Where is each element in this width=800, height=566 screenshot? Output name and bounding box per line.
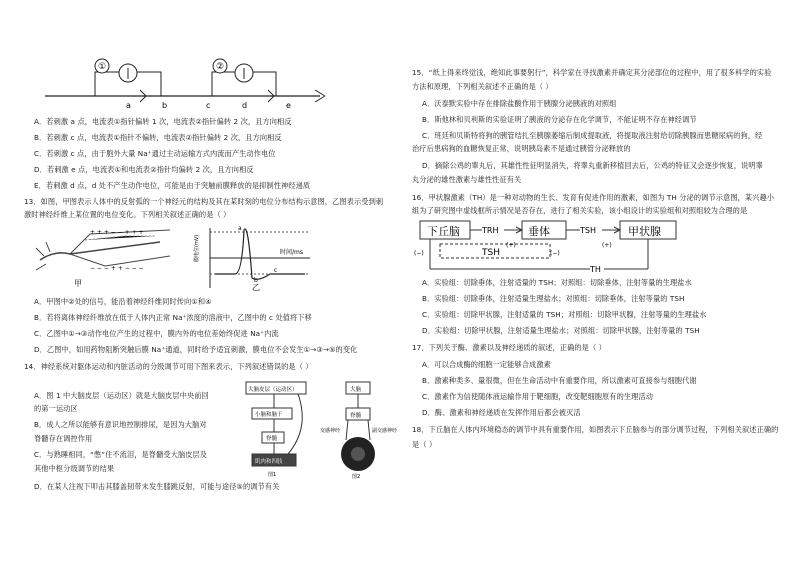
q16-plus-1: (+)	[506, 242, 516, 249]
q14-label-sympathetic: 交感神经	[320, 428, 341, 434]
q14-figures	[238, 378, 398, 480]
q14-stem: 14．神经系统对躯体运动和内脏活动的分级调节可用下图来表示，下列叙述错误的是（ ）	[24, 362, 313, 371]
q13-mark-b: b	[254, 277, 258, 284]
q17-option-b: B．激素种类多、量很微，但在生命活动中有重要作用，所以激素可直接参与细胞代谢	[422, 376, 697, 385]
q14-fig1-label: 图1	[268, 472, 277, 478]
q16-node-thyroid: 甲状腺	[628, 225, 661, 238]
q16-stem-line1: 16．甲状腺激素（TH）是一种对动物的生长、发育有促进作用的激素，如图为 TH 分泌的调节示意图，某兴趣小	[412, 193, 775, 202]
q13-label-jia: 甲	[74, 279, 82, 288]
q16-minus-1: (−)	[414, 250, 424, 257]
q16-label-tsh-feedback: TSH	[482, 248, 500, 258]
q14-box-cortex: 大脑皮层（运动区）	[248, 387, 298, 393]
q13-label-yi: 乙	[252, 283, 260, 292]
q13-stem-line1: 13．如图，甲图表示人体中的反射弧的一个神经元的结构及其在某时刻的电位分布结构示意图，乙图表示受到刺	[24, 197, 384, 206]
q17-option-d: D．酶、激素和神经递质在发挥作用后都会被灭活	[422, 408, 581, 417]
meter-1-label: ①	[98, 62, 107, 72]
q18-stem-line1: 18．下丘脑在人体内环境稳态的调节中具有重要作用，如图表示下丘脑参与的部分调节过程，下列相关叙述正确的	[412, 425, 779, 434]
q13-option-c: C．乙图中①→③动作电位产生的过程中，膜内外的电位差始终促进 Na⁺内流	[34, 329, 279, 338]
point-b: b	[162, 101, 168, 110]
q15-option-b: B．斯他林和贝利斯的实验证明了胰液的分泌存在化学调节，不能证明不存在神经调节	[422, 115, 697, 124]
q16-stem-line2: 组为了研究图中虚线框所示情况是否存在，进行了相关实验，该小组设计的实验组和对照组较为合理的是	[412, 206, 748, 215]
q14-option-b1: B．成人之所以能够有意识地控制排尿，是因为大脑对	[34, 420, 207, 429]
q13-mark-a: a	[238, 225, 242, 232]
q17-option-a: A．可以合成酶的细胞一定能够合成激素	[422, 360, 551, 369]
q13-ylabel: 膜电位(mV)	[194, 234, 200, 262]
q16-node-pituitary: 垂体	[528, 225, 550, 238]
q15-option-d1: D．摘除公鸡的睾丸后，其雄性性征明显消失，将睾丸重新移植回去后，公鸡的特征又会逐步恢复，说明睾	[422, 161, 763, 170]
q15-option-d2: 丸分泌的雄性激素与雄性性征有关	[412, 175, 522, 184]
point-a: a	[126, 101, 131, 110]
q12-option-d: D．若刺激 e 点，电流表①和电流表②指针均偏转 2 次，且方向相反	[34, 165, 254, 174]
q14-box-spinal2: 脊髓	[350, 413, 362, 419]
q16-node-hypothalamus: 下丘脑	[427, 225, 460, 238]
q13-figure	[30, 220, 350, 292]
q16-label-tsh: TSH	[580, 226, 596, 235]
q14-label-parasympathetic: 副交感神经	[372, 428, 398, 434]
q14-option-b2: 脊髓存在调控作用	[34, 434, 93, 443]
q16-label-th: TH	[590, 265, 601, 274]
q13-mark-c: c	[274, 267, 278, 274]
meter-2-label: ②	[216, 62, 225, 72]
q14-box-spinal: 脊髓	[266, 436, 278, 442]
q12-option-e: E．若刺激 d 点，d 处不产生动作电位，可能是由于突触前膜释放的是抑制性神经递质	[34, 181, 311, 190]
q16-option-c: C．实验组：切除甲状腺，注射适量的 TSH；对照组：切除甲状腺，注射等量的生理盐水	[422, 310, 707, 319]
point-c: c	[206, 101, 211, 110]
point-e: e	[286, 101, 291, 110]
point-d: d	[242, 101, 248, 110]
q13-option-d: D．乙图中，如用药物阻断突触后膜 Na⁺通道，同时给予适宜刺激，膜电位不会发生①→③→⑤的变化	[34, 345, 358, 354]
right-column	[408, 0, 788, 566]
q18-stem-line2: 是（ ）	[412, 440, 437, 449]
q16-option-b: B．实验组：切除垂体，注射适量生理盐水；对照组：切除垂体，注射等量的 TSH	[422, 294, 685, 303]
q16-diagram	[410, 217, 710, 277]
q12-option-c: C．若刺激 c 点，由于胞外大量 Na⁺通过主动运输方式内流而产生动作电位	[34, 149, 276, 158]
q16-plus-2: (+)	[602, 242, 612, 249]
q16-label-trh: TRH	[482, 226, 499, 235]
q13-option-a: A．甲图中②处的信号，能沿着神经纤维同时传向①和④	[34, 297, 212, 306]
q17-stem: 17．下列关于酶、激素以及神经递质的叙述，正确的是（ ）	[412, 343, 606, 352]
q16-option-d: D．实验组：切除甲状腺，注射适量生理盐水；对照组：切除甲状腺，注射等量的 TSH	[422, 326, 700, 335]
q13-xlabel: 时间/ms	[280, 249, 303, 256]
q15-option-a: A．沃泰默实验中存在排除盐酸作用于胰腺分泌胰液的对照组	[422, 99, 617, 108]
svg-text:+ + + − − + + +: + + + − − + + +	[90, 229, 144, 236]
q16-minus-2: (−)	[550, 250, 560, 257]
q14-box-cerebellum: 小脑和脑干	[255, 412, 283, 418]
q13-stem-line2: 激时神经纤维上某位置的电位变化。下列相关叙述正确的是（ ）	[24, 210, 231, 219]
q15-stem-line1: 15．“纸上得来终觉浅，绝知此事要躬行”，科学家在寻找激素并确定其分泌部位的过程中，用了很多科学的实验	[412, 68, 772, 77]
q12-option-a: A．若刺激 a 点，电流表①指针偏转 1 次，电流表②指针偏转 2 次，且方向相反	[34, 117, 292, 126]
left-column	[20, 0, 400, 566]
q15-stem-line2: 方法和原理，下列相关叙述不正确的是（ ）	[412, 82, 553, 91]
q12-option-b: B．若刺激 c 点，电流表①指针不偏转，电流表②指针偏转 2 次，且方向相反	[34, 133, 282, 142]
q15-option-c1: C．班廷和贝斯特将狗的胰管结扎至胰腺萎缩后制成提取液，将提取液注射给切除胰腺而患糖尿病的狗，经	[422, 131, 763, 140]
q13-option-b: B．若将离体神经纤维放在低于人体内正常 Na⁺浓度的溶液中，乙图中的 c 处值将下移	[34, 313, 312, 322]
q14-fig2-label: 图2	[352, 474, 361, 480]
q14-option-c2: 其他中枢分级调节的结果	[34, 464, 115, 473]
q14-option-a2: 的第一运动区	[34, 404, 78, 413]
q15-option-c2: 治疗后患病狗的血糖恢复正常，说明胰岛素不是通过胰管分泌释放的	[412, 144, 631, 153]
q16-option-a: A．实验组：切除垂体，注射适量的 TSH；对照组：切除垂体，注射等量的生理盐水	[422, 278, 692, 287]
svg-text:− − − + + − − −: − − − + + − − −	[90, 265, 144, 272]
q14-box-muscle: 肌肉和四肢	[255, 459, 283, 465]
q14-option-a1: A．图 1 中大脑皮层（运动区）就是大脑皮层中央前回	[34, 391, 209, 400]
circuit-diagram	[40, 58, 340, 110]
q14-box-brain: 大脑	[350, 387, 362, 393]
q17-option-c: C．激素作为信使随体液运输作用于靶细胞，改变靶细胞原有的生理活动	[422, 392, 654, 401]
q14-option-c1: C．与熟睡相同，“憋”住不流泪，是脊髓受大脑皮层及	[34, 450, 208, 459]
q14-option-d: D．在某人注视下叩击其膝盖韧带未发生膝跳反射，可能与途径⑤的调节有关	[34, 482, 280, 491]
